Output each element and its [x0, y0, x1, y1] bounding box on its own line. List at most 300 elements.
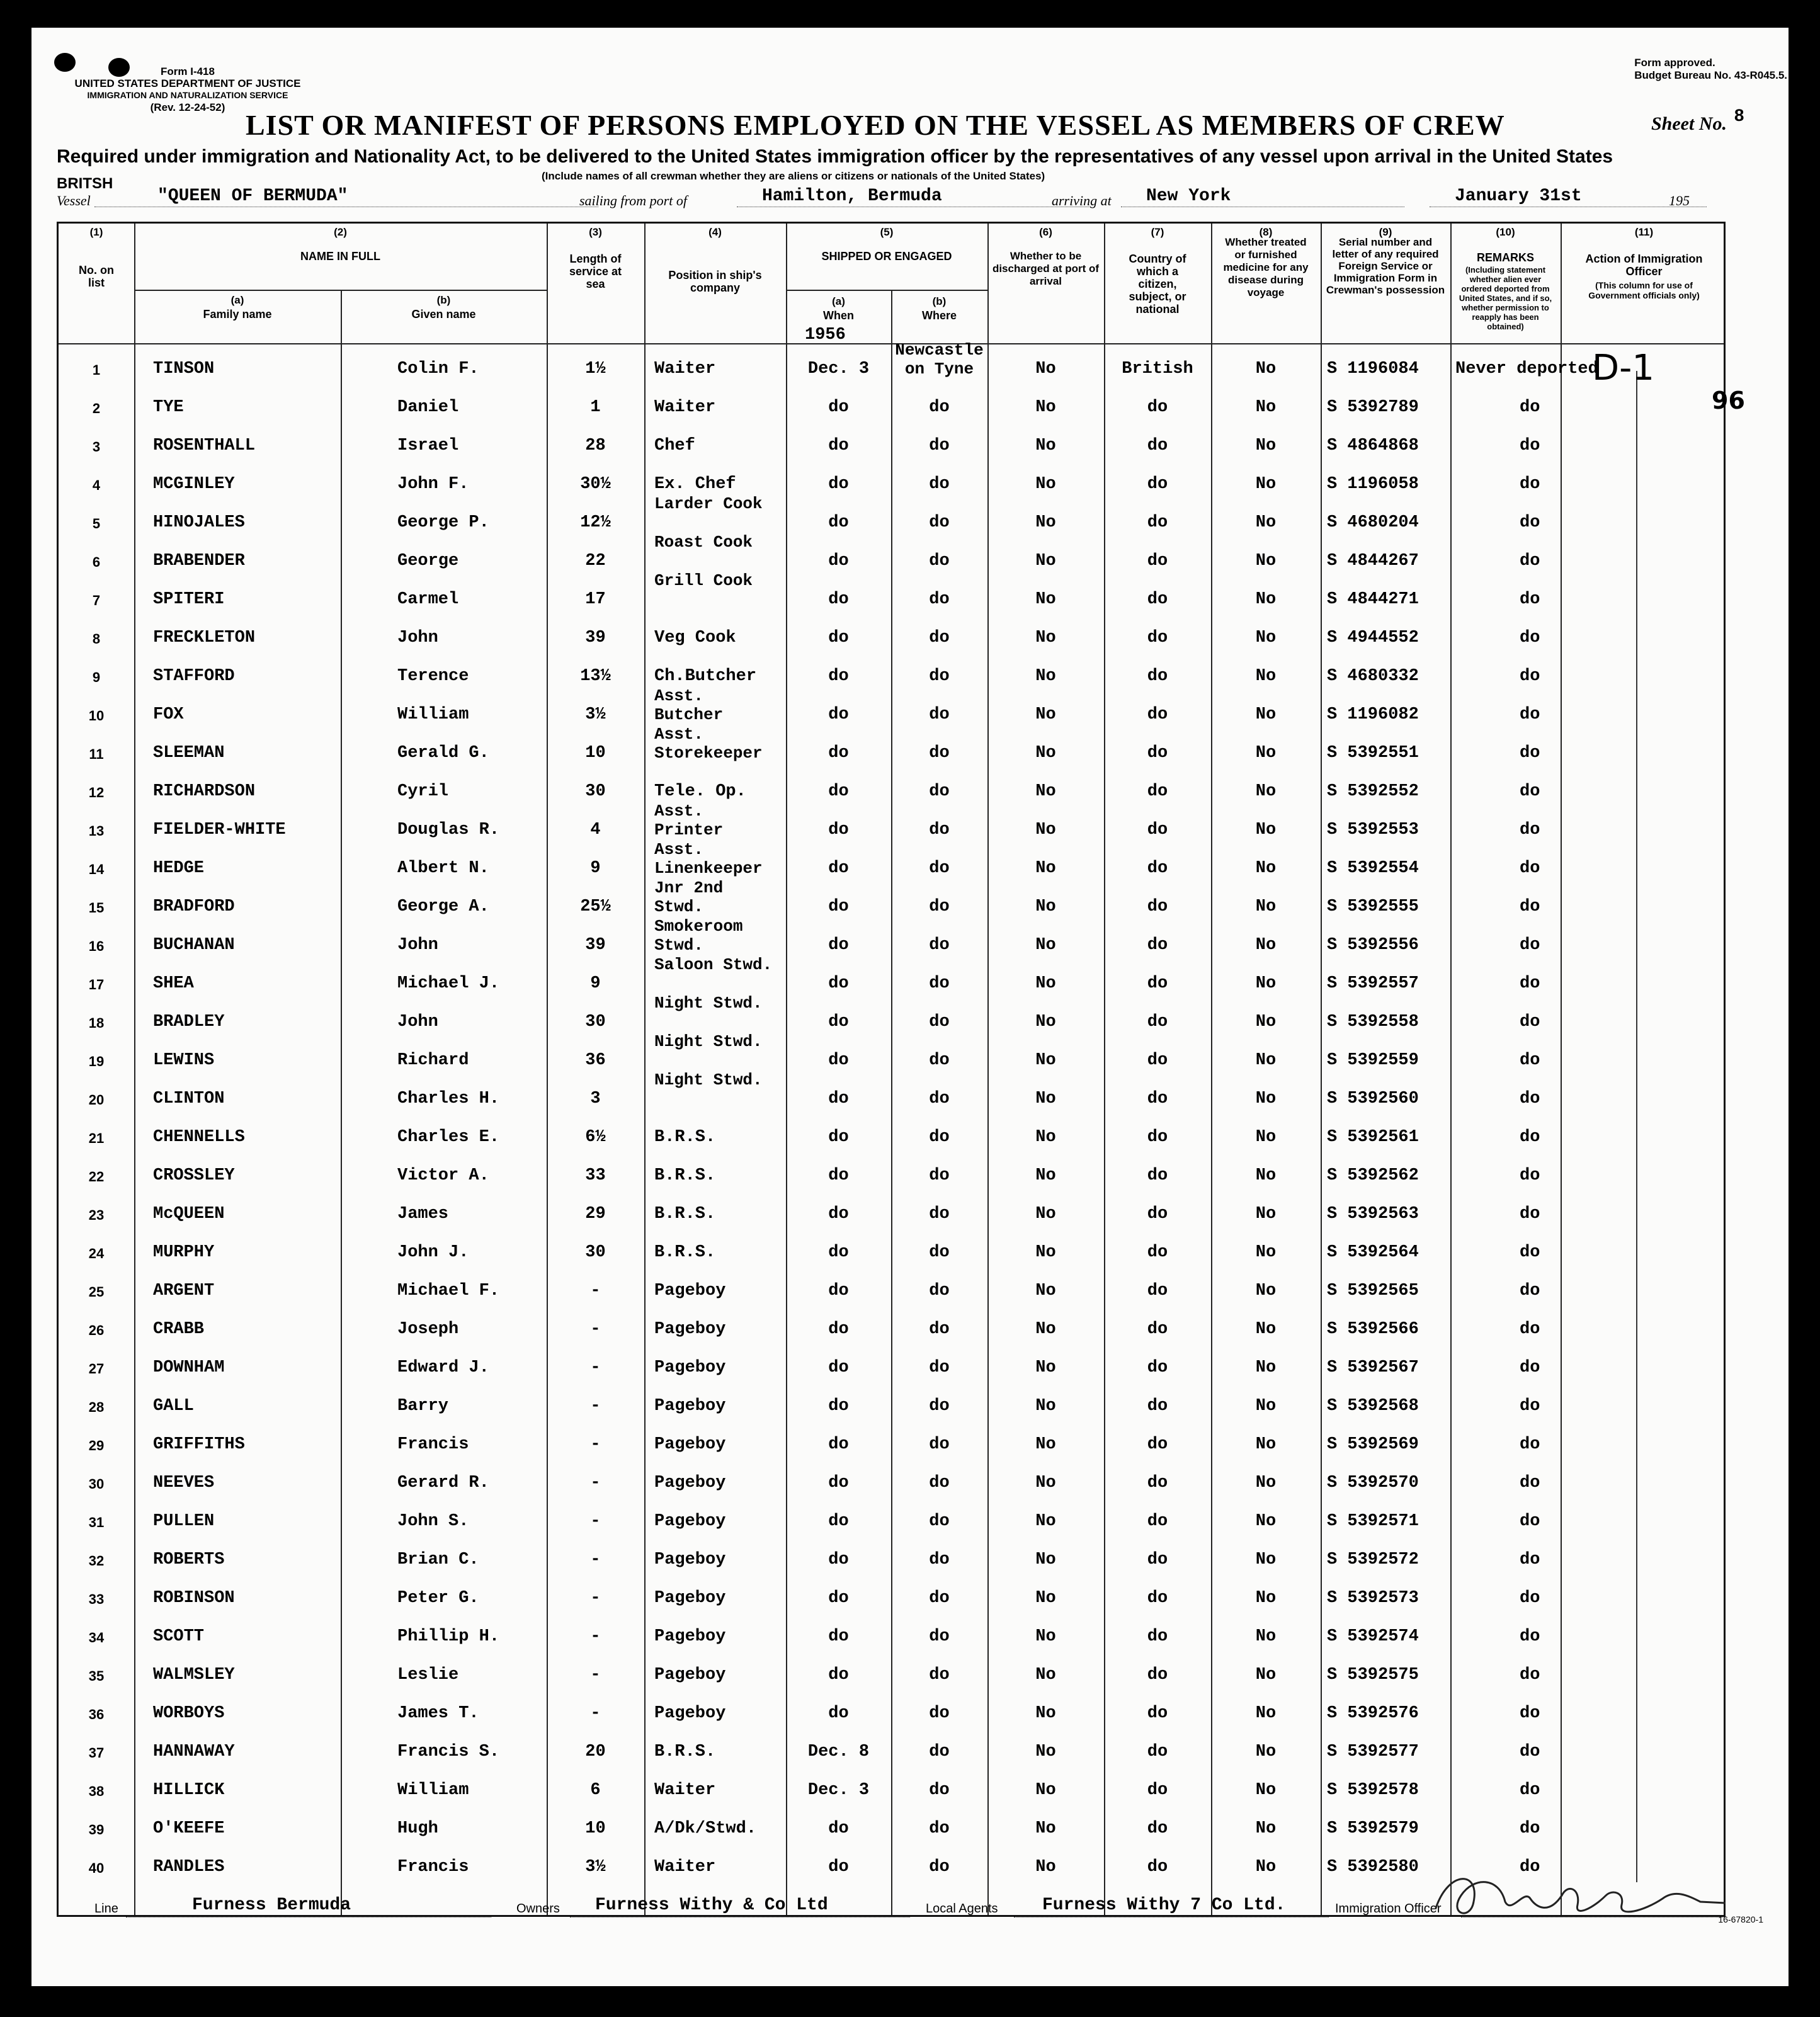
shipped-where: do — [929, 590, 950, 609]
country: British — [1122, 360, 1193, 378]
year-label: 195 — [1669, 193, 1690, 208]
shipped-when: Dec. 8 — [807, 1742, 870, 1761]
medicine: No — [1255, 782, 1277, 801]
medicine: No — [1255, 436, 1277, 455]
row-number: 21 — [88, 1130, 105, 1146]
length-of-service: 13½ — [580, 667, 611, 686]
discharged: No — [1035, 1320, 1056, 1339]
country: do — [1147, 1243, 1168, 1262]
header-name-in-full: NAME IN FULL — [300, 250, 380, 263]
row-number: 9 — [92, 669, 101, 685]
shipped-where: do — [929, 475, 950, 494]
medicine: No — [1255, 1166, 1277, 1185]
family-name: FRECKLETON — [153, 628, 256, 647]
country: do — [1147, 821, 1168, 839]
given-name: Edward J. — [397, 1358, 489, 1377]
position: Waiter — [654, 360, 716, 378]
country: do — [1147, 1358, 1168, 1377]
header-where: Where — [921, 309, 957, 322]
row-number: 25 — [88, 1284, 105, 1300]
header-no-on-list: No. on list — [79, 264, 114, 289]
discharged: No — [1035, 628, 1056, 647]
discharged: No — [1035, 1627, 1056, 1646]
row-number: 29 — [88, 1438, 105, 1453]
country: do — [1147, 705, 1168, 724]
position: Ex. Chef — [654, 475, 736, 494]
given-name: Michael F. — [397, 1281, 500, 1300]
header-remarks: REMARKS — [1476, 251, 1534, 264]
serial-number: S 1196082 — [1327, 705, 1419, 724]
given-name: George A. — [397, 897, 489, 916]
header-when: When — [823, 309, 854, 322]
row-number: 39 — [88, 1822, 105, 1838]
discharged: No — [1035, 859, 1056, 878]
shipped-when: do — [828, 1512, 849, 1531]
family-name: HINOJALES — [153, 513, 245, 532]
family-name: ROSENTHALL — [153, 436, 256, 455]
given-name: Phillip H. — [397, 1627, 500, 1646]
remarks: do — [1520, 936, 1540, 955]
row-number: 19 — [88, 1054, 105, 1069]
medicine: No — [1255, 1089, 1277, 1108]
length-of-service: 3½ — [585, 1858, 606, 1877]
position: Pageboy — [654, 1512, 726, 1531]
form-identifier — [62, 65, 314, 113]
shipped-where: do — [929, 513, 950, 532]
discharged: No — [1035, 360, 1056, 378]
given-name: John — [397, 628, 438, 647]
length-of-service: 6½ — [585, 1128, 606, 1147]
serial-number: S 4844267 — [1327, 552, 1419, 571]
row-number: 2 — [92, 401, 101, 416]
discharged: No — [1035, 1435, 1056, 1454]
length-of-service: 12½ — [580, 513, 611, 532]
family-name: RANDLES — [153, 1858, 225, 1877]
position: Pageboy — [654, 1281, 726, 1300]
serial-number: S 5392565 — [1327, 1281, 1419, 1300]
remarks: do — [1520, 1243, 1540, 1262]
shipped-when: do — [828, 936, 849, 955]
family-name: HILLICK — [153, 1781, 225, 1800]
shipped-when: do — [828, 667, 849, 686]
sailing-label: sailing from port of — [579, 193, 687, 208]
subtitle: Required under immigration and Nationality Act, to be delivered to the United States immigration officer by the representatives of any vessel upon arrival in the United States — [57, 146, 1613, 167]
serial-number: S 5392560 — [1327, 1089, 1419, 1108]
row-number: 8 — [92, 631, 101, 647]
length-of-service: - — [590, 1474, 601, 1492]
position: Pageboy — [654, 1589, 726, 1608]
given-name: John S. — [397, 1512, 469, 1531]
country: do — [1147, 552, 1168, 571]
shipped-when: do — [828, 1243, 849, 1262]
length-of-service: - — [590, 1704, 601, 1723]
length-of-service: - — [590, 1435, 601, 1454]
medicine: No — [1255, 744, 1277, 763]
position: B.R.S. — [654, 1128, 716, 1147]
column-number-label: (8) — [1259, 226, 1273, 238]
serial-number: S 5392553 — [1327, 821, 1419, 839]
given-name: Francis — [397, 1858, 469, 1877]
remarks: do — [1520, 552, 1540, 571]
medicine: No — [1255, 1781, 1277, 1800]
serial-number: S 5392562 — [1327, 1166, 1419, 1185]
serial-number: S 5392574 — [1327, 1627, 1419, 1646]
medicine: No — [1255, 936, 1277, 955]
column-divider — [644, 224, 646, 1915]
family-name: DOWNHAM — [153, 1358, 225, 1377]
position: Ch.Butcher — [654, 667, 757, 686]
line-value: Furness Bermuda — [192, 1895, 351, 1915]
shipped-when: do — [828, 552, 849, 571]
shipped-when: do — [828, 436, 849, 455]
position: Pageboy — [654, 1704, 726, 1723]
medicine: No — [1255, 897, 1277, 916]
position: Pageboy — [654, 1550, 726, 1569]
given-name: John — [397, 936, 438, 955]
header-position: Position in ship's company — [668, 269, 762, 294]
column-number-label: (5) — [880, 226, 894, 238]
family-name: CLINTON — [153, 1089, 225, 1108]
position: Night Stwd. — [654, 1071, 763, 1089]
row-number: 10 — [88, 708, 105, 724]
given-name: Brian C. — [397, 1550, 479, 1569]
crew-note: (Include names of all crewman whether they are aliens or citizens or nationals of the United States) — [542, 170, 1045, 182]
remarks: do — [1520, 1013, 1540, 1031]
given-name: Joseph — [397, 1320, 459, 1339]
given-name: Francis — [397, 1435, 469, 1454]
shipped-where: do — [929, 1243, 950, 1262]
shipped-where: do — [929, 1281, 950, 1300]
length-of-service: 39 — [585, 628, 606, 647]
position: Waiter — [654, 1781, 716, 1800]
remarks: do — [1520, 1666, 1540, 1685]
approved-text: Form approved. — [1634, 57, 1715, 69]
medicine: No — [1255, 859, 1277, 878]
serial-number: S 1196058 — [1327, 475, 1419, 494]
length-of-service: 10 — [585, 744, 606, 763]
serial-number: S 5392571 — [1327, 1512, 1419, 1531]
column-number-label: (3) — [589, 226, 602, 238]
remarks: do — [1520, 1627, 1540, 1646]
officer-signature — [1423, 1864, 1738, 1927]
discharged: No — [1035, 1051, 1056, 1070]
discharged: No — [1035, 936, 1056, 955]
vessel-name: "QUEEN OF BERMUDA" — [157, 186, 348, 206]
medicine: No — [1255, 1358, 1277, 1377]
country: do — [1147, 436, 1168, 455]
header-immigration-action: Action of Immigration Officer — [1585, 253, 1703, 278]
position: Chef — [654, 436, 695, 455]
shipped-where: do — [929, 1320, 950, 1339]
given-name: George — [397, 552, 459, 571]
discharged: No — [1035, 744, 1056, 763]
shipped-where: do — [929, 1166, 950, 1185]
shipped-when: do — [828, 1858, 849, 1877]
country: do — [1147, 1819, 1168, 1838]
handwritten-d1: D-1 — [1592, 348, 1654, 389]
shipped-where: do — [929, 1858, 950, 1877]
medicine: No — [1255, 1013, 1277, 1031]
serial-number: S 4944552 — [1327, 628, 1419, 647]
column-divider — [1104, 224, 1105, 1915]
country: do — [1147, 782, 1168, 801]
position: Tele. Op. — [654, 782, 746, 801]
discharged: No — [1035, 1281, 1056, 1300]
shipped-where: do — [929, 1589, 950, 1608]
row-number: 40 — [88, 1860, 105, 1876]
arrival-date: January 31st — [1455, 186, 1582, 206]
length-of-service: 3½ — [585, 705, 606, 724]
shipped-when: do — [828, 821, 849, 839]
column-number-label: (9) — [1379, 226, 1392, 238]
medicine: No — [1255, 1397, 1277, 1416]
length-of-service: - — [590, 1281, 601, 1300]
country: do — [1147, 1474, 1168, 1492]
remarks: do — [1520, 1589, 1540, 1608]
shipped-when: do — [828, 859, 849, 878]
country: do — [1147, 897, 1168, 916]
serial-number: S 5392558 — [1327, 1013, 1419, 1031]
subheader-line — [134, 290, 547, 291]
family-name: SLEEMAN — [153, 744, 225, 763]
row-number: 37 — [88, 1745, 105, 1761]
given-name: William — [397, 705, 469, 724]
shipped-when: do — [828, 1819, 849, 1838]
position: Roast Cook — [654, 533, 753, 552]
medicine: No — [1255, 1589, 1277, 1608]
given-name: Carmel — [397, 590, 459, 609]
given-name: Hugh — [397, 1819, 438, 1838]
row-number: 22 — [88, 1169, 105, 1185]
shipped-where: do — [929, 1627, 950, 1646]
serial-number: S 5392572 — [1327, 1550, 1419, 1569]
serial-number: S 4864868 — [1327, 436, 1419, 455]
serial-number: S 5392579 — [1327, 1819, 1419, 1838]
discharged: No — [1035, 705, 1056, 724]
country: do — [1147, 590, 1168, 609]
remarks: do — [1520, 1512, 1540, 1531]
medicine: No — [1255, 513, 1277, 532]
header-serial-number: Serial number and letter of any required Foreign Service or Immigration Form in Crewman's possession — [1326, 236, 1445, 296]
medicine: No — [1255, 1320, 1277, 1339]
serial-number: S 5392573 — [1327, 1589, 1419, 1608]
family-name: ARGENT — [153, 1281, 215, 1300]
length-of-service: 9 — [590, 859, 601, 878]
medicine: No — [1255, 1243, 1277, 1262]
given-name: Francis S. — [397, 1742, 500, 1761]
remarks: do — [1520, 1819, 1540, 1838]
row-number: 27 — [88, 1361, 105, 1377]
family-name: WALMSLEY — [153, 1666, 235, 1685]
family-name: CHENNELLS — [153, 1128, 245, 1147]
position: Asst. Printer — [654, 802, 724, 839]
length-of-service: 36 — [585, 1051, 606, 1070]
row-number: 16 — [88, 938, 105, 954]
given-name: Gerard R. — [397, 1474, 489, 1492]
shipped-where: Newcastle on Tyne — [895, 341, 984, 378]
shipped-where: do — [929, 705, 950, 724]
shipped-where: do — [929, 1704, 950, 1723]
position: Waiter — [654, 398, 716, 417]
discharged: No — [1035, 436, 1056, 455]
form-revision: (Rev. 12-24-52) — [150, 101, 225, 113]
row-number: 26 — [88, 1322, 105, 1338]
length-of-service: - — [590, 1512, 601, 1531]
remarks: do — [1520, 1128, 1540, 1147]
country: do — [1147, 1589, 1168, 1608]
given-name: Terence — [397, 667, 469, 686]
shipped-where: do — [929, 859, 950, 878]
family-name: McQUEEN — [153, 1205, 225, 1224]
family-name: HANNAWAY — [153, 1742, 235, 1761]
agents-label: Local Agents — [926, 1902, 998, 1916]
medicine: No — [1255, 1281, 1277, 1300]
row-number: 38 — [88, 1783, 105, 1799]
shipped-when: do — [828, 1666, 849, 1685]
sailing-port: Hamilton, Bermuda — [762, 186, 942, 206]
length-of-service: 33 — [585, 1166, 606, 1185]
subheader-line — [786, 290, 987, 291]
length-of-service: 30 — [585, 782, 606, 801]
family-name: CROSSLEY — [153, 1166, 235, 1185]
country: do — [1147, 1550, 1168, 1569]
serial-number: S 5392564 — [1327, 1243, 1419, 1262]
shipped-where: do — [929, 974, 950, 993]
remarks: do — [1520, 1397, 1540, 1416]
discharged: No — [1035, 1512, 1056, 1531]
shipped-when: do — [828, 1013, 849, 1031]
medicine: No — [1255, 1512, 1277, 1531]
position: Waiter — [654, 1858, 716, 1877]
shipped-when: do — [828, 1397, 849, 1416]
family-name: TYE — [153, 398, 184, 417]
header-given-name: Given name — [411, 308, 476, 321]
length-of-service: - — [590, 1627, 601, 1646]
column-number-label: (10) — [1496, 226, 1515, 238]
shipped-when: do — [828, 628, 849, 647]
position: Pageboy — [654, 1474, 726, 1492]
remarks: do — [1520, 398, 1540, 417]
position: Veg Cook — [654, 628, 736, 647]
shipped-where: do — [929, 1550, 950, 1569]
length-of-service: 22 — [585, 552, 606, 571]
arriving-label: arriving at — [1052, 193, 1112, 208]
position: B.R.S. — [654, 1742, 716, 1761]
shipped-where: do — [929, 1512, 950, 1531]
remarks: do — [1520, 897, 1540, 916]
shipped-when: do — [828, 1704, 849, 1723]
column-number-label: (7) — [1151, 226, 1164, 238]
form-agency: UNITED STATES DEPARTMENT OF JUSTICE — [74, 77, 301, 89]
given-name: Richard — [397, 1051, 469, 1070]
form-code: 16-67820-1 — [1718, 1914, 1763, 1924]
shipped-where: do — [929, 1128, 950, 1147]
family-name: TINSON — [153, 360, 215, 378]
name-subcolumn-divider — [341, 290, 342, 1915]
length-of-service: 1½ — [585, 360, 606, 378]
family-name: SHEA — [153, 974, 194, 993]
family-name: RICHARDSON — [153, 782, 256, 801]
header-immigration-note: (This column for use of Government officials only) — [1588, 280, 1700, 300]
medicine: No — [1255, 475, 1277, 494]
header-remarks-note: (Including statement whether alien ever ordered deported from United States, and if so, whether permission to reapply has been obtained) — [1459, 265, 1552, 331]
column-divider — [1561, 224, 1562, 1915]
crew-table — [57, 222, 1726, 1917]
shipped-when: do — [828, 1128, 849, 1147]
remarks: do — [1520, 1474, 1540, 1492]
length-of-service: - — [590, 1666, 601, 1685]
remarks: do — [1520, 821, 1540, 839]
row-number: 34 — [88, 1630, 105, 1645]
arriving-port: New York — [1146, 186, 1231, 206]
given-name: Victor A. — [397, 1166, 489, 1185]
length-of-service: - — [590, 1358, 601, 1377]
length-of-service: 20 — [585, 1742, 606, 1761]
given-name: Charles H. — [397, 1089, 500, 1108]
position: Asst. Linenkeeper — [654, 840, 763, 878]
sheet-number: 8 — [1734, 107, 1744, 127]
given-name: Colin F. — [397, 360, 479, 378]
length-of-service: 30 — [585, 1013, 606, 1031]
discharged: No — [1035, 974, 1056, 993]
family-name: SPITERI — [153, 590, 225, 609]
discharged: No — [1035, 1474, 1056, 1492]
shipped-where: do — [929, 1089, 950, 1108]
family-name: STAFFORD — [153, 667, 235, 686]
shipped-where: do — [929, 744, 950, 763]
family-name: PULLEN — [153, 1512, 215, 1531]
family-name: CRABB — [153, 1320, 205, 1339]
length-of-service: 4 — [590, 821, 601, 839]
shipped-where: do — [929, 1666, 950, 1685]
medicine: No — [1255, 667, 1277, 686]
remarks: do — [1520, 475, 1540, 494]
medicine: No — [1255, 1627, 1277, 1646]
discharged: No — [1035, 1550, 1056, 1569]
country: do — [1147, 744, 1168, 763]
given-name: Cyril — [397, 782, 449, 801]
remarks: do — [1520, 1550, 1540, 1569]
remarks: do — [1520, 1742, 1540, 1761]
column-divider — [134, 224, 135, 1915]
shipped-when: do — [828, 897, 849, 916]
remarks: do — [1520, 744, 1540, 763]
medicine: No — [1255, 360, 1277, 378]
row-number: 13 — [88, 823, 105, 839]
medicine: No — [1255, 1435, 1277, 1454]
medicine: No — [1255, 1205, 1277, 1224]
shipped-where: do — [929, 1781, 950, 1800]
header-family-name: Family name — [203, 308, 272, 321]
remarks: do — [1520, 1781, 1540, 1800]
remarks: do — [1520, 782, 1540, 801]
discharged: No — [1035, 897, 1056, 916]
medicine: No — [1255, 1742, 1277, 1761]
serial-number: S 4844271 — [1327, 590, 1419, 609]
position: Jnr 2nd Stwd. — [654, 878, 724, 916]
given-name: Peter G. — [397, 1589, 479, 1608]
shipped-when: do — [828, 1435, 849, 1454]
shipped-when: do — [828, 475, 849, 494]
given-name: Barry — [397, 1397, 449, 1416]
medicine: No — [1255, 1819, 1277, 1838]
serial-number: S 5392569 — [1327, 1435, 1419, 1454]
family-name: ROBINSON — [153, 1589, 235, 1608]
discharged: No — [1035, 1858, 1056, 1877]
medicine: No — [1255, 1550, 1277, 1569]
country: do — [1147, 1435, 1168, 1454]
serial-number: S 5392555 — [1327, 897, 1419, 916]
